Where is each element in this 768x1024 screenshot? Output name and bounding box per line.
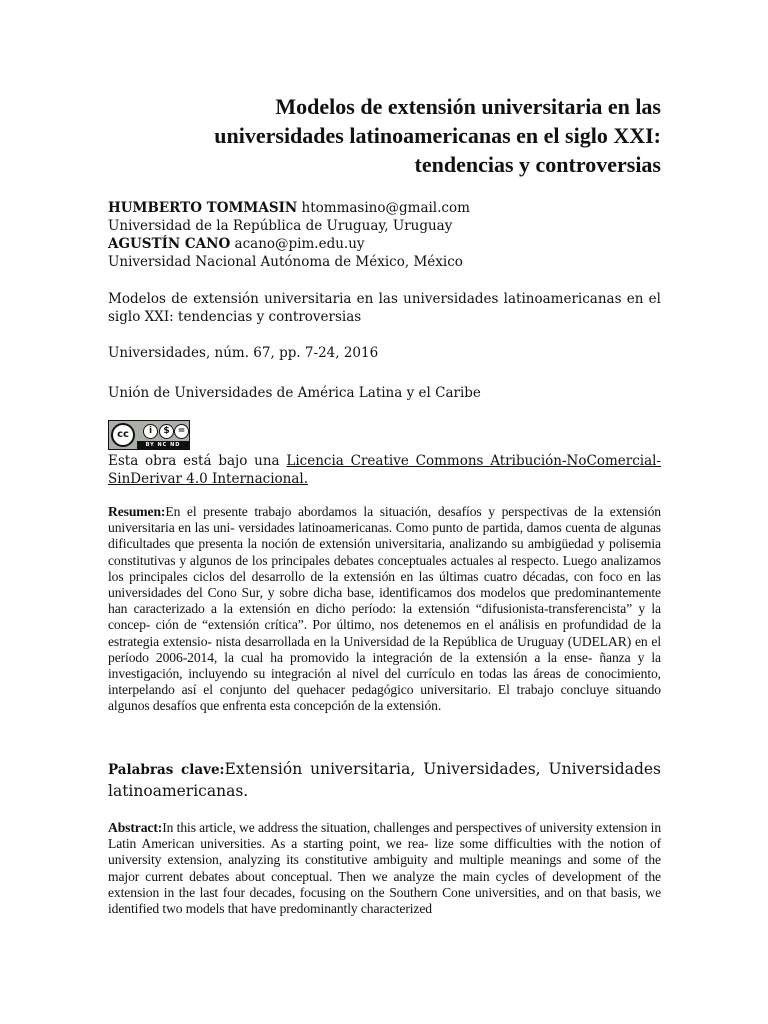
keywords-label: Palabras clave:	[108, 762, 225, 778]
author-affiliation: Universidad de la República de Uruguay, Uruguay	[108, 218, 453, 234]
abstract-label: Abstract:	[108, 820, 163, 835]
abstract-text: In this article, we address the situation, challenges and perspectives of university extension in Latin American universities. As a starting point, we rea- lize some difficulties with the notion of university extension, analyzing its constitutive ambiguity and multiple meanings and some of the major current debates about conceptual. Then we analyze the main cycles of development of the extension in the last four decades, focusing on the Southern Cone universities, and on that basis, we identified two models that have predominantly characterized	[108, 820, 662, 917]
license-link[interactable]: Licencia Creative Commons Atribución-NoComercial-SinDerivar 4.0 Internacional.	[108, 453, 661, 487]
author-affiliation: Universidad Nacional Autónoma de México, México	[108, 254, 463, 270]
license-notice	[108, 452, 661, 488]
cc-logo-icon: cc	[111, 423, 135, 447]
author-line	[108, 235, 661, 253]
resumen-text: En el presente trabajo abordamos la situación, desafíos y perspectivas de la extensión universitaria en las uni- versidades latinoamericanas. Como punto de partida, damos cuenta de algunas dificultades que presenta la noción de extensión universitaria, analizando su ambigüedad y polisemia constitutivas y algunos de los principales debates conceptuales actuales al respecto. Luego analizamos los principales ciclos del desarrollo de la extensión en las últimas cuatro décadas, con foco en las universidades del Cono Sur, y sobre dicha base, identificamos dos modelos que predominantemente han caracterizado a la extensión en dicho período: la extensión “difusionista-transferencista” y la concep- ción de “extensión crítica”. Por último, nos detenemos en el análisis en profundidad de la estrategia extensio- nista desarrollada en la Universidad de la República de Uruguay (UDELAR) en el período 2006-2014, la cual ha promovido la integración de la extensión a la ense- ñanza y la investigación, incluyendo su integración al nivel del currículo en todas las áreas de conocimiento, interpelando así el conjunto del quehacer pedagógico universitario. El trabajo concluye situando algunos desafíos que enfrenta esta concepción de la extensión.	[108, 504, 661, 714]
title-line-2: universidades latinoamericanas en el siglo XXI:	[214, 123, 661, 148]
noncommercial-icon: $	[159, 424, 174, 439]
creative-commons-badge[interactable]	[108, 420, 190, 450]
journal-citation: Universidades, núm. 67, pp. 7-24, 2016	[108, 345, 379, 361]
keywords-paragraph	[108, 759, 661, 802]
title-line-1: Modelos de extensión universitaria en las	[275, 94, 661, 119]
license-prefix: Esta obra está bajo una	[108, 453, 287, 469]
paper-title	[108, 92, 661, 179]
author-block	[108, 199, 661, 271]
abstract-paragraph	[108, 820, 661, 917]
resumen-label: Resumen:	[108, 504, 166, 519]
author-line	[108, 199, 661, 217]
author-name: HUMBERTO TOMMASIN	[108, 200, 298, 216]
author-email[interactable]: htommasino@gmail.com	[301, 200, 470, 216]
noderivatives-icon: =	[174, 424, 189, 439]
attribution-icon: i	[143, 424, 158, 439]
title-line-3: tendencias y controversias	[414, 152, 661, 177]
license-badge-label: BY NC ND	[137, 441, 189, 449]
author-name: AGUSTÍN CANO	[108, 236, 231, 252]
resumen-paragraph	[108, 504, 661, 715]
reference-title: Modelos de extensión universitaria en las universidades latinoamericanas en el siglo XXI: tendencias y controversias	[108, 291, 661, 325]
author-email[interactable]: acano@pim.edu.uy	[234, 236, 365, 252]
keywords-text: Extensión universitaria, Universidades, Universidades latinoamericanas.	[108, 760, 662, 800]
publisher: Unión de Universidades de América Latina y el Caribe	[108, 385, 481, 401]
